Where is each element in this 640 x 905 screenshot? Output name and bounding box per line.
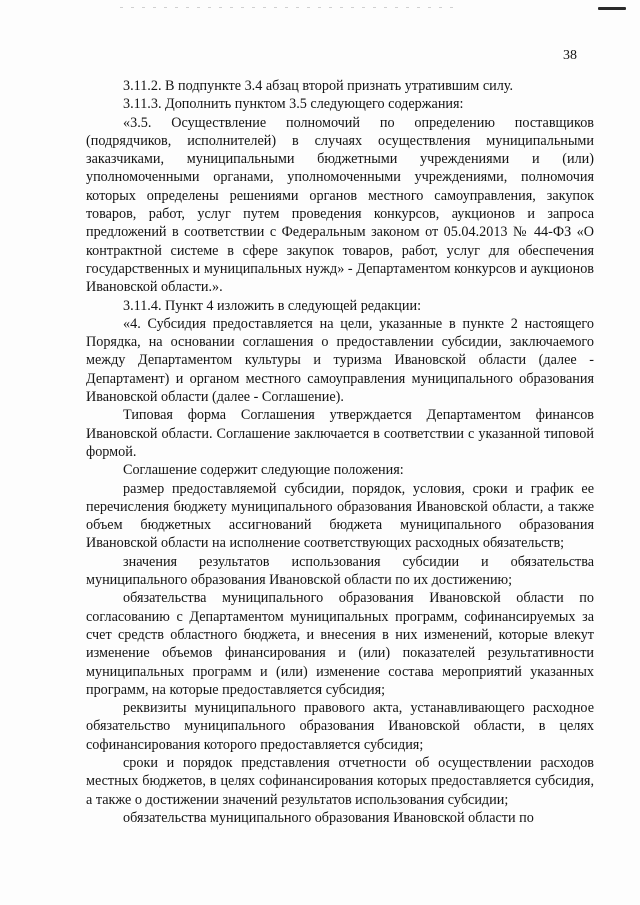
paragraph-agreement-contains: Соглашение содержит следующие положения: (123, 462, 404, 479)
paragraph-4-text: «4. Субсидия предоставляется на цели, указанные в пункте 2 настоящего Порядка, на основании соглашения о предоставлении субсидии, заключаемого между Департаментом культуры и туризма Ивановской области (далее - Департамент) и органом местного самоуправления муниципального образования Ивановской области (далее - Соглашение). (86, 315, 594, 406)
page-number: 38 (563, 48, 577, 63)
list-item-result-values: значения результатов использования субсидии и обязательства муниципального образования Ивановской области по их достижению; (86, 553, 594, 589)
list-item-subsidy-size: размер предоставляемой субсидии, порядок, условия, сроки и график ее перечисления бюджету муниципального образования Ивановской области, а также объем бюджетных ассигнований бюджета муниципального образования Ивановской области на исполнение соответствующих расходных обязательств; (86, 480, 594, 552)
paragraph-3-11-3: 3.11.3. Дополнить пунктом 3.5 следующего содержания: (123, 96, 464, 113)
list-item-obligations-continued: обязательства муниципального образования Ивановской области по (123, 809, 534, 826)
list-item-legal-act-details: реквизиты муниципального правового акта, устанавливающего расходное обязательство муниципального образования Ивановской области, в целях софинансирования которого предоставляется субсидия; (86, 700, 594, 753)
scan-artifact-line (120, 7, 460, 8)
paragraph-3-5-text: «3.5. Осуществление полномочий по определению поставщиков (подрядчиков, исполнителей) в случаях осуществления муниципальными заказчиками, муниципальными бюджетными учреждениями и (или) уполномоченными органами, уполномоченными учреждениями, полномочия которых определены решениями органов местного самоуправления, закупок товаров, работ, услуг путем проведения конкурсов, аукционов и запроса предложений в соответствии с Федеральным законом от 05.04.2013 № 44-ФЗ «О контрактной системе в сфере закупок товаров, работ, услуг для обеспечения государственных и муниципальных нужд» - Департаментом конкурсов и аукционов Ивановской области.». (86, 114, 594, 296)
list-item-program-agreement: обязательства муниципального образования Ивановской области по согласованию с Департаментом муниципальных программ, софинансируемых за счет средств областного бюджета, и внесения в них изменений, которые влекут изменение объемов финансирования и (или) показателей результативности муниципальных программ и (или) изменение состава мероприятий указанных программ, на которые предоставляется субсидия; (86, 590, 594, 698)
list-item-reporting-terms: сроки и порядок представления отчетности об осуществлении расходов местных бюджетов, в целях софинансирования которых предоставляется субсидия, а также о достижении значений результатов использования субсидии; (86, 754, 594, 808)
scan-corner-mark (598, 7, 626, 10)
paragraph-typical-form: Типовая форма Соглашения утверждается Департаментом финансов Ивановской области. Соглашение заключается в соответствии с указанной типовой формой. (86, 407, 594, 460)
paragraph-3-11-2: 3.11.2. В подпункте 3.4 абзац второй признать утратившим силу. (123, 78, 514, 94)
document-body (86, 77, 594, 827)
paragraph-3-11-4: 3.11.4. Пункт 4 изложить в следующей редакции: (123, 297, 422, 314)
